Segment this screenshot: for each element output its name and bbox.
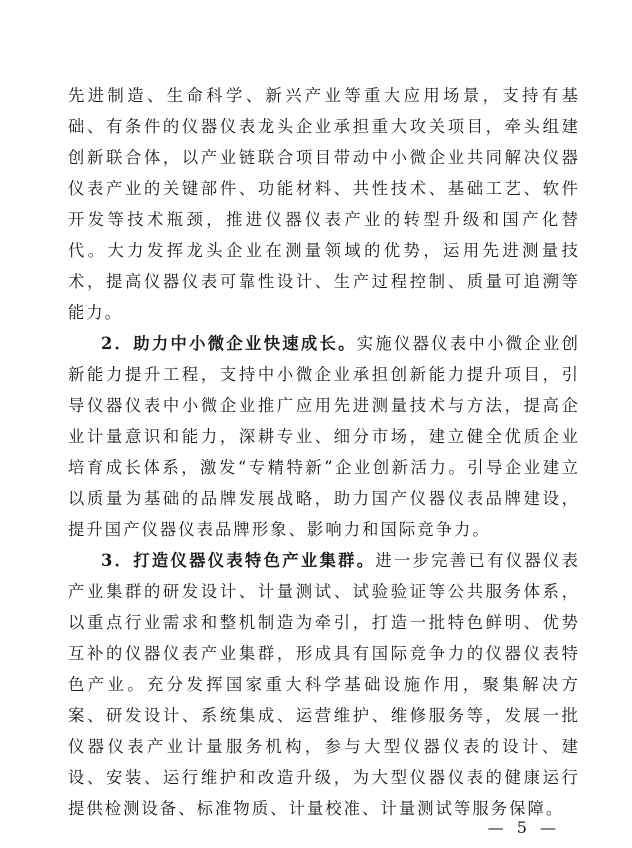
section-heading: 3．打造仪器仪表特色产业集群。 xyxy=(101,551,376,570)
paragraph-section-2 xyxy=(68,328,580,545)
section-heading: 2．助力中小微企业快速成长。 xyxy=(101,334,357,353)
paragraph-text: 先进制造、生命科学、新兴产业等重大应用场景，支持有基础、有条件的仪器仪表龙头企业承担重大攻关项目，牵头组建创新联合体，以产业链联合项目带动中小微企业共同解决仪器仪表产业的关键部件、功能材料、共性技术、基础工艺、软件开发等技术瓶颈，推进仪器仪表产业的转型升级和国产化替代。大力发挥龙头企业在测量领域的优势，运用先进测量技术，提高仪器仪表可靠性设计、生产过程控制、质量可追溯等能力。 xyxy=(68,86,580,322)
paragraph-text: 进一步完善已有仪器仪表产业集群的研发设计、计量测试、试验验证等公共服务体系，以重点行业需求和整机制造为牵引，打造一批特色鲜明、优势互补的仪器仪表产业集群，形成具有国际竞争力的仪器仪表特色产业。充分发挥国家重大科学基础设施作用，聚集解决方案、研发设计、系统集成、运营维护、维修服务等，发展一批仪器仪表产业计量服务机构，参与大型仪器仪表的设计、建设、安装、运行维护和改造升级，为大型仪器仪表的健康运行提供检测设备、标准物质、计量校准、计量测试等服务保障。 xyxy=(68,551,580,818)
page-number: — 5 — xyxy=(487,818,560,837)
paragraph-continued xyxy=(68,80,580,328)
paragraph-text: 实施仪器仪表中小微企业创新能力提升工程，支持中小微企业承担创新能力提升项目，引导仪器仪表中小微企业推广应用先进测量技术与方法，提高企业计量意识和能力，深耕专业、细分市场，建立健全优质企业培育成长体系，激发“专精特新”企业创新活力。引导企业建立以质量为基础的品牌发展战略，助力国产仪器仪表品牌建设，提升国产仪器仪表品牌形象、影响力和国际竞争力。 xyxy=(68,334,580,539)
document-body xyxy=(68,80,580,824)
paragraph-section-3 xyxy=(68,545,580,824)
